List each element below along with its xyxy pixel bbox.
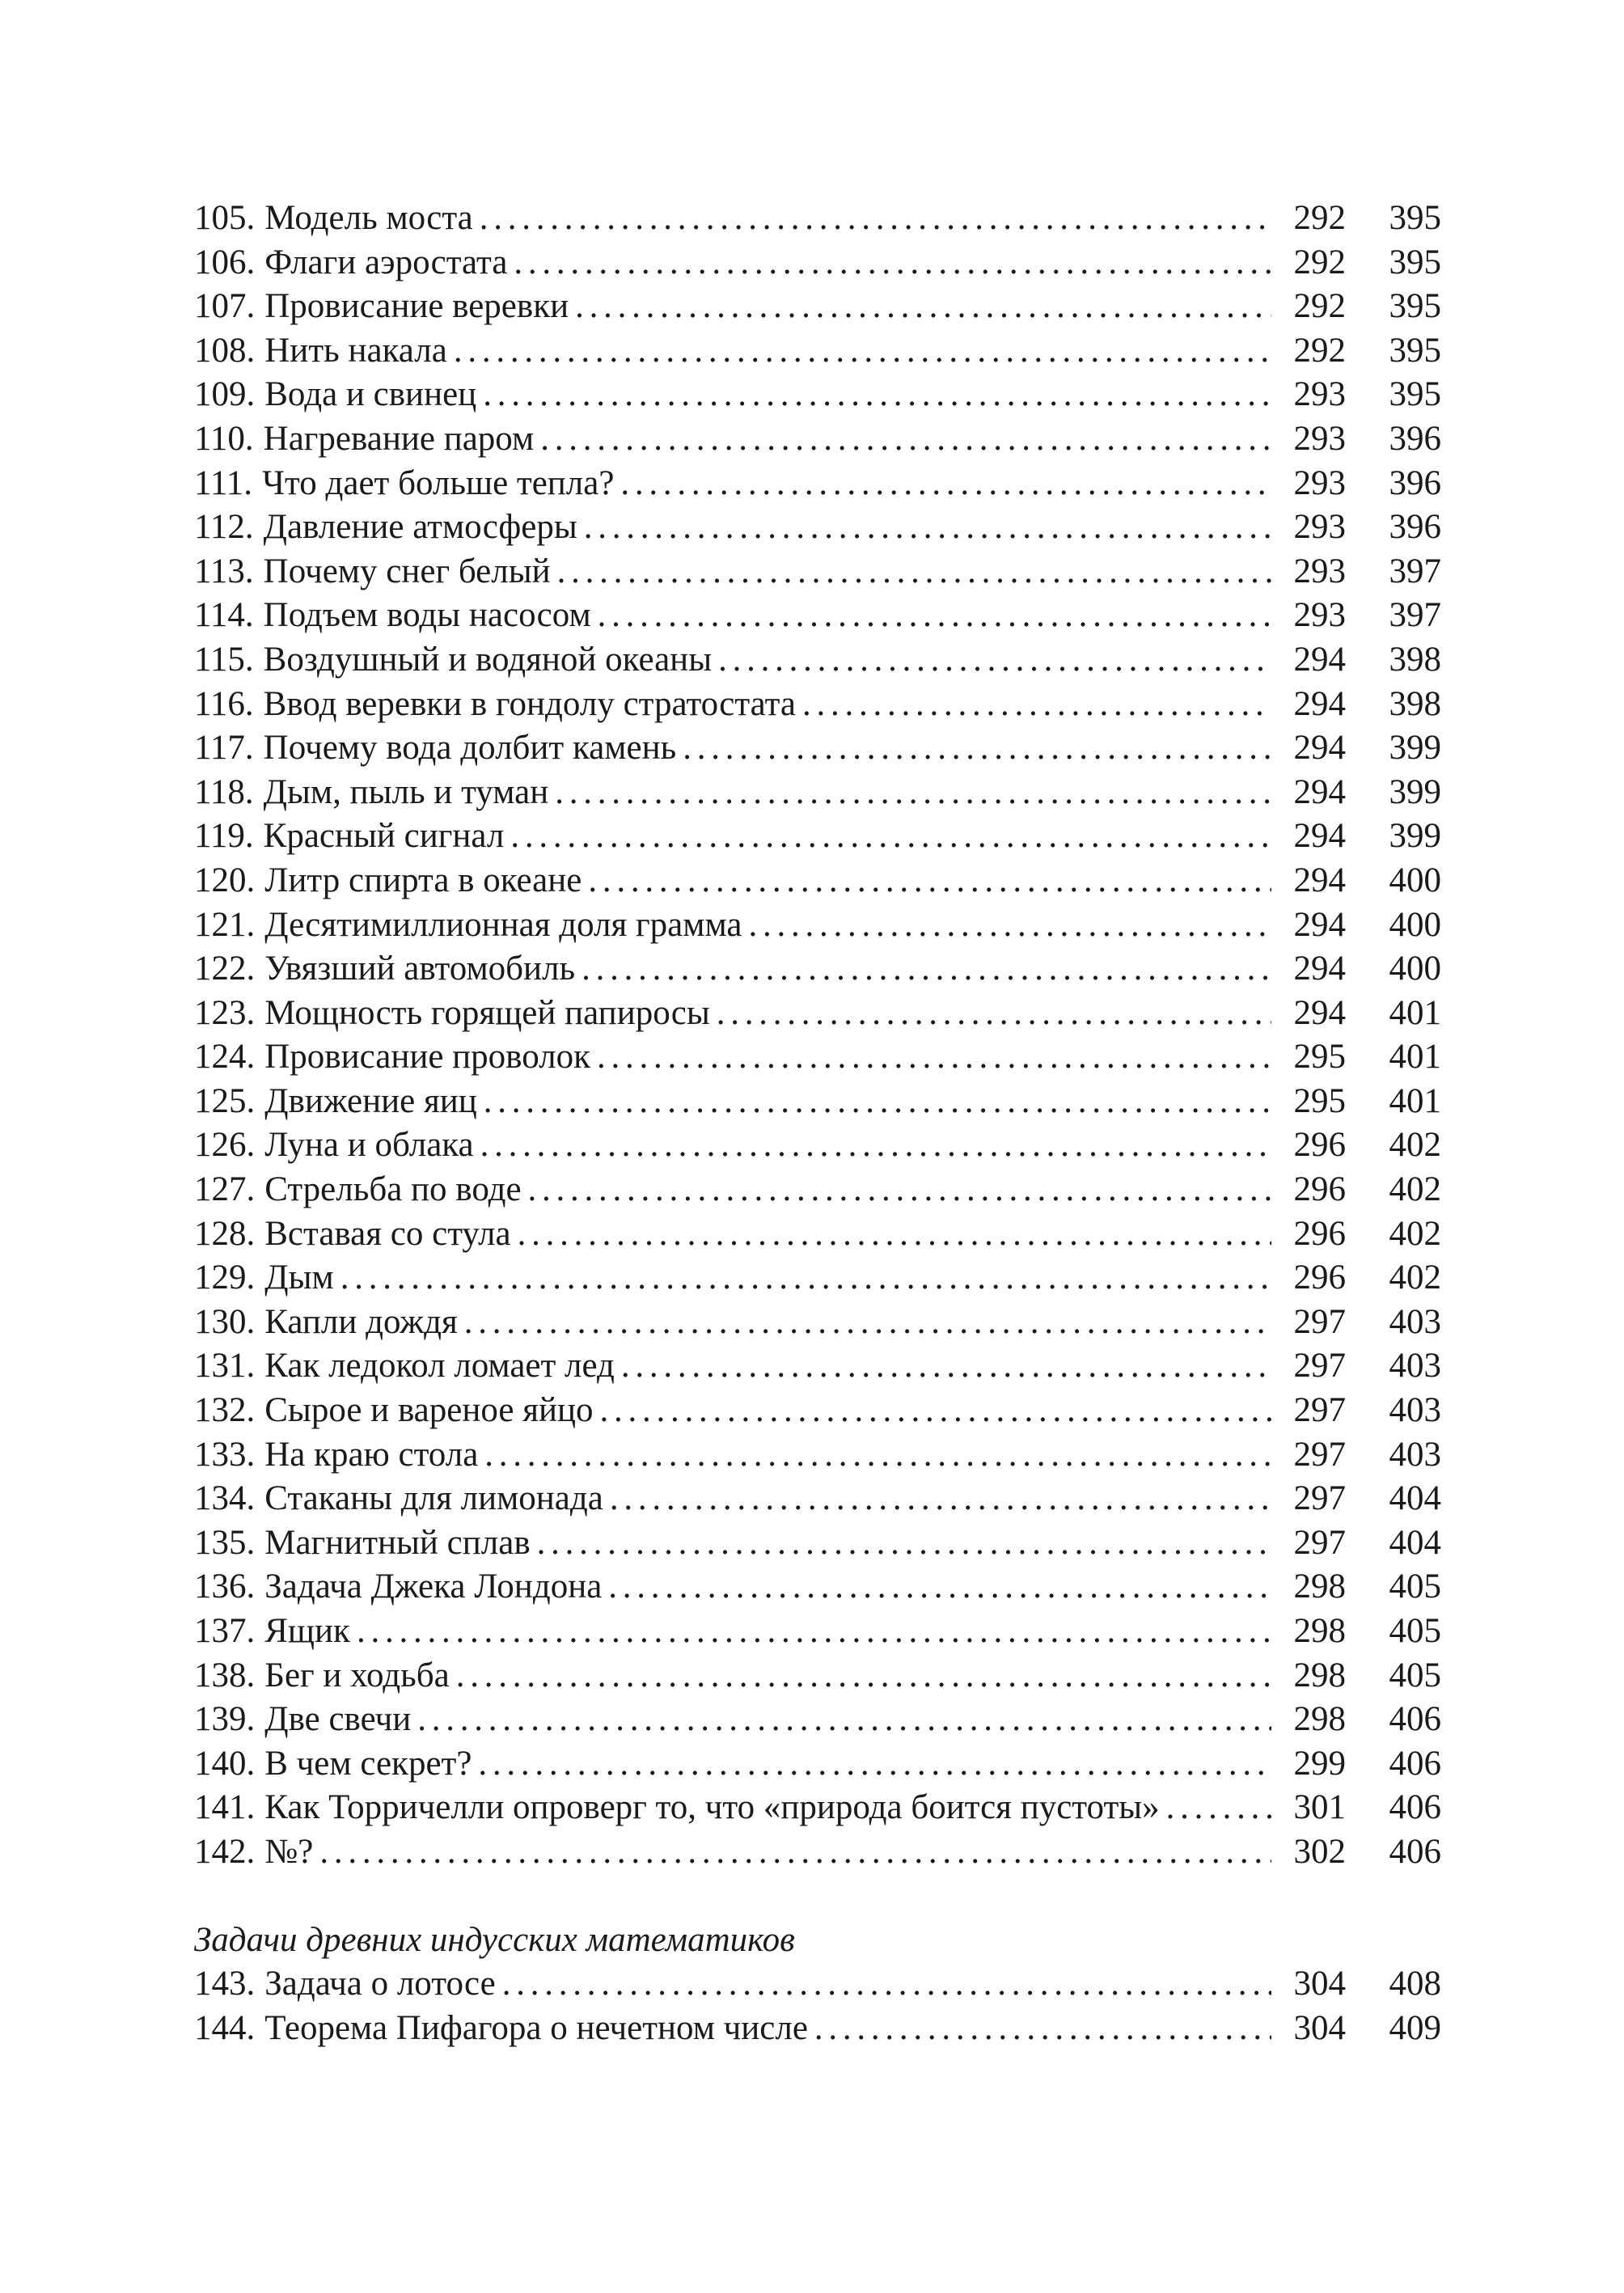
dot-leader bbox=[584, 506, 1271, 550]
dot-leader bbox=[417, 1698, 1271, 1742]
toc-entry bbox=[194, 285, 1441, 329]
toc-entry bbox=[194, 462, 1441, 506]
toc-entry bbox=[194, 1654, 1441, 1699]
problem-page-number: 293 bbox=[1293, 552, 1346, 590]
problem-page-number: 297 bbox=[1293, 1435, 1346, 1474]
problem-page-number: 302 bbox=[1293, 1832, 1346, 1871]
entry-number: 107. bbox=[194, 287, 256, 326]
dot-leader bbox=[480, 1123, 1271, 1168]
dot-leader bbox=[598, 594, 1271, 638]
dot-leader bbox=[814, 2007, 1271, 2051]
answer-page-number: 397 bbox=[1389, 596, 1441, 635]
answer-page-number: 401 bbox=[1389, 1081, 1441, 1120]
entry-title: Луна и облака bbox=[264, 1126, 474, 1165]
toc-entry bbox=[194, 1962, 1441, 2007]
entry-title: Ящик bbox=[264, 1612, 350, 1650]
answer-page-number: 402 bbox=[1389, 1259, 1441, 1297]
entry-title: Задача Джека Лондона bbox=[264, 1567, 603, 1606]
entry-number: 116. bbox=[194, 684, 254, 723]
answer-page-number: 395 bbox=[1389, 243, 1441, 281]
entry-number: 108. bbox=[194, 331, 256, 370]
answer-page-number: 404 bbox=[1389, 1479, 1441, 1518]
dot-leader bbox=[340, 1256, 1271, 1301]
dot-leader bbox=[620, 462, 1271, 506]
toc-entry bbox=[194, 1212, 1441, 1257]
dot-leader bbox=[480, 197, 1271, 241]
entry-title: Движение яиц bbox=[264, 1081, 477, 1120]
toc-entry bbox=[194, 1389, 1441, 1433]
entry-title: Дым bbox=[264, 1259, 334, 1297]
entry-title: Красный сигнал bbox=[263, 817, 505, 856]
entry-number: 114. bbox=[194, 596, 254, 635]
dot-leader bbox=[718, 638, 1271, 683]
answer-page-number: 409 bbox=[1389, 2008, 1441, 2047]
entry-title: Ввод веревки в гондолу стратостата bbox=[263, 684, 797, 723]
dot-leader bbox=[717, 992, 1271, 1036]
entry-number: 136. bbox=[194, 1567, 256, 1606]
entry-number: 128. bbox=[194, 1214, 256, 1253]
entry-title: Что дает больше тепла? bbox=[262, 463, 615, 502]
problem-page-number: 293 bbox=[1293, 463, 1346, 502]
problem-page-number: 294 bbox=[1293, 861, 1346, 899]
entry-title: Задача о лотосе bbox=[264, 1965, 496, 2003]
entry-title: Почему вода долбит камень bbox=[263, 729, 677, 768]
answer-page-number: 402 bbox=[1389, 1214, 1441, 1253]
entry-title: Капли дождя bbox=[264, 1302, 458, 1341]
entry-number: 110. bbox=[194, 419, 254, 458]
toc-entry bbox=[194, 1256, 1441, 1301]
entry-title: На краю стола bbox=[264, 1435, 479, 1474]
problem-page-number: 297 bbox=[1293, 1479, 1346, 1518]
entry-number: 129. bbox=[194, 1259, 256, 1297]
answer-page-number: 401 bbox=[1389, 993, 1441, 1032]
entry-number: 122. bbox=[194, 950, 256, 988]
answer-page-number: 403 bbox=[1389, 1302, 1441, 1341]
toc-entry bbox=[194, 638, 1441, 683]
toc-entry bbox=[194, 197, 1441, 241]
entry-title: Почему снег белый bbox=[263, 552, 551, 590]
toc-entry bbox=[194, 726, 1441, 771]
answer-page-number: 398 bbox=[1389, 640, 1441, 679]
dot-leader bbox=[600, 1389, 1271, 1433]
toc-entry bbox=[194, 550, 1441, 594]
problem-page-number: 292 bbox=[1293, 331, 1346, 370]
dot-leader bbox=[597, 1035, 1271, 1080]
problem-page-number: 293 bbox=[1293, 375, 1346, 414]
problem-page-number: 294 bbox=[1293, 950, 1346, 988]
entry-number: 133. bbox=[194, 1435, 256, 1474]
entry-number: 112. bbox=[194, 508, 254, 547]
problem-page-number: 293 bbox=[1293, 596, 1346, 635]
entry-number: 137. bbox=[194, 1612, 256, 1650]
problem-page-number: 301 bbox=[1293, 1788, 1346, 1827]
answer-page-number: 396 bbox=[1389, 508, 1441, 547]
problem-page-number: 298 bbox=[1293, 1612, 1346, 1650]
entry-title: Модель моста bbox=[264, 199, 473, 237]
dot-leader bbox=[510, 814, 1271, 859]
entry-title: Подъем воды насосом bbox=[263, 596, 591, 635]
answer-page-number: 395 bbox=[1389, 331, 1441, 370]
answer-page-number: 401 bbox=[1389, 1038, 1441, 1077]
answer-page-number: 406 bbox=[1389, 1744, 1441, 1783]
entry-title: Воздушный и водяной океаны bbox=[263, 640, 713, 679]
problem-page-number: 298 bbox=[1293, 1656, 1346, 1694]
problem-page-number: 296 bbox=[1293, 1170, 1346, 1209]
entry-number: 117. bbox=[194, 729, 254, 768]
answer-page-number: 399 bbox=[1389, 729, 1441, 768]
answer-page-number: 395 bbox=[1389, 287, 1441, 326]
problem-page-number: 293 bbox=[1293, 419, 1346, 458]
entry-number: 113. bbox=[194, 552, 254, 590]
problem-page-number: 294 bbox=[1293, 817, 1346, 856]
dot-leader bbox=[357, 1610, 1271, 1654]
entry-title: Как ледокол ломает лед bbox=[264, 1347, 615, 1386]
dot-leader bbox=[802, 683, 1271, 727]
entry-title: Провисание веревки bbox=[264, 287, 569, 326]
dot-leader bbox=[1166, 1786, 1271, 1830]
entry-title: Десятимиллионная доля грамма bbox=[264, 905, 742, 944]
entry-number: 131. bbox=[194, 1347, 256, 1386]
toc-entry bbox=[194, 1344, 1441, 1389]
entry-title: Две свечи bbox=[264, 1700, 412, 1739]
entry-number: 139. bbox=[194, 1700, 256, 1739]
dot-leader bbox=[502, 1962, 1271, 2007]
entry-number: 130. bbox=[194, 1302, 256, 1341]
dot-leader bbox=[514, 241, 1271, 286]
answer-page-number: 400 bbox=[1389, 905, 1441, 944]
entry-number: 109. bbox=[194, 375, 256, 414]
problem-page-number: 294 bbox=[1293, 993, 1346, 1032]
dot-leader bbox=[683, 726, 1271, 771]
entry-number: 142. bbox=[194, 1832, 256, 1871]
entry-number: 141. bbox=[194, 1788, 256, 1827]
toc-entry bbox=[194, 1433, 1441, 1478]
entry-title: Вставая со стула bbox=[264, 1214, 511, 1253]
answer-page-number: 402 bbox=[1389, 1170, 1441, 1209]
entry-number: 106. bbox=[194, 243, 256, 281]
dot-leader bbox=[608, 1565, 1271, 1610]
entry-number: 120. bbox=[194, 861, 256, 899]
answer-page-number: 405 bbox=[1389, 1612, 1441, 1650]
problem-page-number: 304 bbox=[1293, 1965, 1346, 2003]
table-of-contents bbox=[194, 197, 1441, 2050]
dot-leader bbox=[621, 1344, 1271, 1389]
toc-entry bbox=[194, 2007, 1441, 2051]
toc-entry bbox=[194, 1830, 1441, 1875]
entry-title: Сырое и вареное яйцо bbox=[264, 1391, 594, 1430]
dot-leader bbox=[575, 285, 1271, 329]
answer-page-number: 406 bbox=[1389, 1832, 1441, 1871]
problem-page-number: 296 bbox=[1293, 1259, 1346, 1297]
toc-entry bbox=[194, 814, 1441, 859]
problem-page-number: 297 bbox=[1293, 1302, 1346, 1341]
problem-page-number: 297 bbox=[1293, 1391, 1346, 1430]
toc-entry bbox=[194, 594, 1441, 638]
toc-entry bbox=[194, 1477, 1441, 1521]
entry-number: 111. bbox=[194, 463, 253, 502]
problem-page-number: 294 bbox=[1293, 640, 1346, 679]
toc-entry bbox=[194, 1521, 1441, 1566]
section-title: Задачи древних индусских математиков bbox=[194, 1920, 795, 1959]
dot-leader bbox=[478, 1742, 1271, 1787]
toc-entry bbox=[194, 683, 1441, 727]
entry-title: В чем секрет? bbox=[264, 1744, 472, 1783]
answer-page-number: 396 bbox=[1389, 463, 1441, 502]
problem-page-number: 292 bbox=[1293, 243, 1346, 281]
dot-leader bbox=[456, 1654, 1271, 1699]
entry-number: 118. bbox=[194, 772, 254, 811]
entry-title: Стаканы для лимонада bbox=[264, 1479, 603, 1518]
entry-number: 121. bbox=[194, 905, 256, 944]
entry-title: Давление атмосферы bbox=[263, 508, 577, 547]
entry-title: Магнитный сплав bbox=[264, 1523, 531, 1562]
entry-title: Мощность горящей папиросы bbox=[264, 993, 710, 1032]
answer-page-number: 406 bbox=[1389, 1700, 1441, 1739]
entry-number: 135. bbox=[194, 1523, 256, 1562]
entry-number: 119. bbox=[194, 817, 254, 856]
entry-number: 125. bbox=[194, 1081, 256, 1120]
toc-entry bbox=[194, 1786, 1441, 1830]
dot-leader bbox=[555, 771, 1271, 815]
dot-leader bbox=[484, 1080, 1271, 1124]
entry-title: Стрельба по воде bbox=[264, 1170, 522, 1209]
entry-number: 126. bbox=[194, 1126, 256, 1165]
problem-page-number: 294 bbox=[1293, 772, 1346, 811]
toc-entry bbox=[194, 1610, 1441, 1654]
answer-page-number: 398 bbox=[1389, 684, 1441, 723]
problem-page-number: 293 bbox=[1293, 508, 1346, 547]
answer-page-number: 403 bbox=[1389, 1347, 1441, 1386]
toc-entry bbox=[194, 1168, 1441, 1212]
answer-page-number: 400 bbox=[1389, 861, 1441, 899]
dot-leader bbox=[464, 1301, 1271, 1345]
toc-entry bbox=[194, 241, 1441, 286]
dot-leader bbox=[557, 550, 1271, 594]
answer-page-number: 402 bbox=[1389, 1126, 1441, 1165]
dot-leader bbox=[319, 1830, 1271, 1875]
entry-number: 127. bbox=[194, 1170, 256, 1209]
toc-entry bbox=[194, 1080, 1441, 1124]
entry-number: 132. bbox=[194, 1391, 256, 1430]
entry-number: 143. bbox=[194, 1965, 256, 2003]
answer-page-number: 400 bbox=[1389, 950, 1441, 988]
toc-entry bbox=[194, 1742, 1441, 1787]
dot-leader bbox=[454, 329, 1271, 374]
dot-leader bbox=[528, 1168, 1271, 1212]
entry-number: 140. bbox=[194, 1744, 256, 1783]
problem-page-number: 297 bbox=[1293, 1347, 1346, 1386]
toc-entry bbox=[194, 992, 1441, 1036]
dot-leader bbox=[484, 1433, 1271, 1478]
entry-title: Нить накала bbox=[264, 331, 447, 370]
entry-title: №? bbox=[264, 1832, 314, 1871]
toc-entry bbox=[194, 771, 1441, 815]
entry-title: Увязший автомобиль bbox=[264, 950, 576, 988]
answer-page-number: 405 bbox=[1389, 1656, 1441, 1694]
entry-title: Как Торричелли опроверг то, что «природа боится пустоты» bbox=[264, 1788, 1160, 1827]
answer-page-number: 397 bbox=[1389, 552, 1441, 590]
dot-leader bbox=[748, 903, 1271, 948]
toc-entry bbox=[194, 417, 1441, 462]
entry-number: 105. bbox=[194, 199, 256, 237]
dot-leader bbox=[610, 1477, 1271, 1521]
entry-number: 123. bbox=[194, 993, 256, 1032]
problem-page-number: 294 bbox=[1293, 684, 1346, 723]
answer-page-number: 399 bbox=[1389, 772, 1441, 811]
toc-entries bbox=[194, 197, 1441, 1875]
entry-title: Бег и ходьба bbox=[264, 1656, 450, 1694]
problem-page-number: 296 bbox=[1293, 1126, 1346, 1165]
answer-page-number: 395 bbox=[1389, 375, 1441, 414]
dot-leader bbox=[540, 417, 1271, 462]
problem-page-number: 296 bbox=[1293, 1214, 1346, 1253]
entry-title: Провисание проволок bbox=[264, 1038, 590, 1077]
entry-title: Вода и свинец bbox=[264, 375, 477, 414]
toc-entry bbox=[194, 1301, 1441, 1345]
dot-leader bbox=[518, 1212, 1271, 1257]
toc-entry bbox=[194, 329, 1441, 374]
entry-number: 115. bbox=[194, 640, 254, 679]
problem-page-number: 292 bbox=[1293, 199, 1346, 237]
entry-number: 124. bbox=[194, 1038, 256, 1077]
entry-title: Флаги аэростата bbox=[264, 243, 508, 281]
answer-page-number: 408 bbox=[1389, 1965, 1441, 2003]
toc-entry bbox=[194, 1698, 1441, 1742]
problem-page-number: 298 bbox=[1293, 1567, 1346, 1606]
toc-entry bbox=[194, 859, 1441, 903]
problem-page-number: 294 bbox=[1293, 729, 1346, 768]
problem-page-number: 297 bbox=[1293, 1523, 1346, 1562]
toc-entry bbox=[194, 1565, 1441, 1610]
answer-page-number: 405 bbox=[1389, 1567, 1441, 1606]
entry-number: 134. bbox=[194, 1479, 256, 1518]
answer-page-number: 399 bbox=[1389, 817, 1441, 856]
entry-title: Теорема Пифагора о нечетном числе bbox=[264, 2008, 808, 2047]
toc-entry bbox=[194, 1123, 1441, 1168]
entry-number: 144. bbox=[194, 2008, 256, 2047]
entry-title: Дым, пыль и туман bbox=[263, 772, 549, 811]
answer-page-number: 403 bbox=[1389, 1435, 1441, 1474]
problem-page-number: 299 bbox=[1293, 1744, 1346, 1783]
entry-title: Литр спирта в океане bbox=[264, 861, 582, 899]
answer-page-number: 406 bbox=[1389, 1788, 1441, 1827]
dot-leader bbox=[537, 1521, 1271, 1566]
dot-leader bbox=[582, 947, 1271, 992]
problem-page-number: 292 bbox=[1293, 287, 1346, 326]
entry-title: Нагревание паром bbox=[263, 419, 535, 458]
problem-page-number: 295 bbox=[1293, 1038, 1346, 1077]
answer-page-number: 396 bbox=[1389, 419, 1441, 458]
toc-entry bbox=[194, 1035, 1441, 1080]
answer-page-number: 403 bbox=[1389, 1391, 1441, 1430]
dot-leader bbox=[588, 859, 1271, 903]
toc-entry bbox=[194, 903, 1441, 948]
toc-entry bbox=[194, 373, 1441, 417]
answer-page-number: 395 bbox=[1389, 199, 1441, 237]
problem-page-number: 304 bbox=[1293, 2008, 1346, 2047]
answer-page-number: 404 bbox=[1389, 1523, 1441, 1562]
toc-entry bbox=[194, 506, 1441, 550]
problem-page-number: 298 bbox=[1293, 1700, 1346, 1739]
problem-page-number: 294 bbox=[1293, 905, 1346, 944]
dot-leader bbox=[483, 373, 1271, 417]
problem-page-number: 295 bbox=[1293, 1081, 1346, 1120]
section-entries bbox=[194, 1962, 1441, 2050]
entry-number: 138. bbox=[194, 1656, 256, 1694]
toc-entry bbox=[194, 947, 1441, 992]
